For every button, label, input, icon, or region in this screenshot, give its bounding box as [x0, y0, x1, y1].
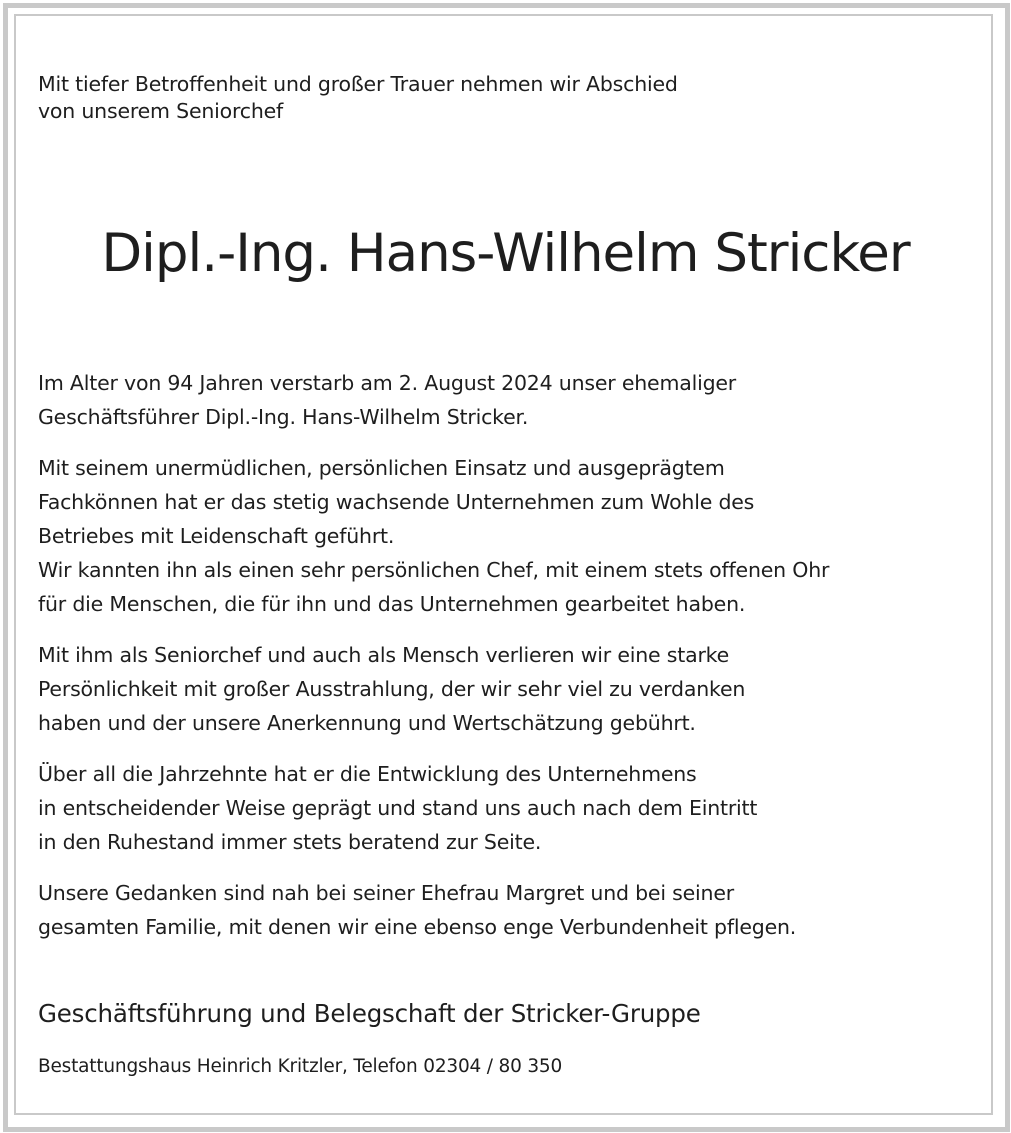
funeral-home-contact: Bestattungshaus Heinrich Kritzler, Telefon 02304 / 80 350: [38, 1056, 563, 1077]
signature-line: Geschäftsführung und Belegschaft der Stricker-Gruppe: [38, 999, 701, 1028]
paragraph-personality: Mit ihm als Seniorchef und auch als Mensch verlieren wir eine starke Persönlichkeit mit großer Ausstrahlung, der wir sehr viel zu verdanken haben und der unsere Anerkennung und Wertschätzung gebührt.: [38, 643, 746, 735]
paragraph-legacy: Über all die Jahrzehnte hat er die Entwicklung des Unternehmens in entscheidender Weise geprägt und stand uns auch nach dem Eintritt in den Ruhestand immer stets beratend zur Seite.: [38, 762, 758, 854]
obituary-body: [38, 366, 968, 961]
paragraph-condolences: Unsere Gedanken sind nah bei seiner Ehefrau Margret und bei seiner gesamten Familie, mit denen wir eine ebenso enge Verbundenheit pflegen.: [38, 881, 797, 939]
paragraph-commitment: Mit seinem unermüdlichen, persönlichen Einsatz und ausgeprägtem Fachkönnen hat er das stetig wachsende Unternehmen zum Wohle des Betriebes mit Leidenschaft geführt. Wir kannten ihn als einen sehr persönlichen Chef, mit einem stets offenen Ohr für die Menschen, die für ihn und das Unternehmen gearbeitet haben.: [38, 456, 830, 616]
intro-text: Mit tiefer Betroffenheit und großer Trauer nehmen wir Abschied von unserem Seniorchef: [38, 72, 678, 123]
paragraph-death-announcement: Im Alter von 94 Jahren verstarb am 2. August 2024 unser ehemaliger Geschäftsführer Dipl.-Ing. Hans-Wilhelm Stricker.: [38, 371, 737, 429]
deceased-name: Dipl.-Ing. Hans-Wilhelm Stricker: [101, 223, 910, 284]
